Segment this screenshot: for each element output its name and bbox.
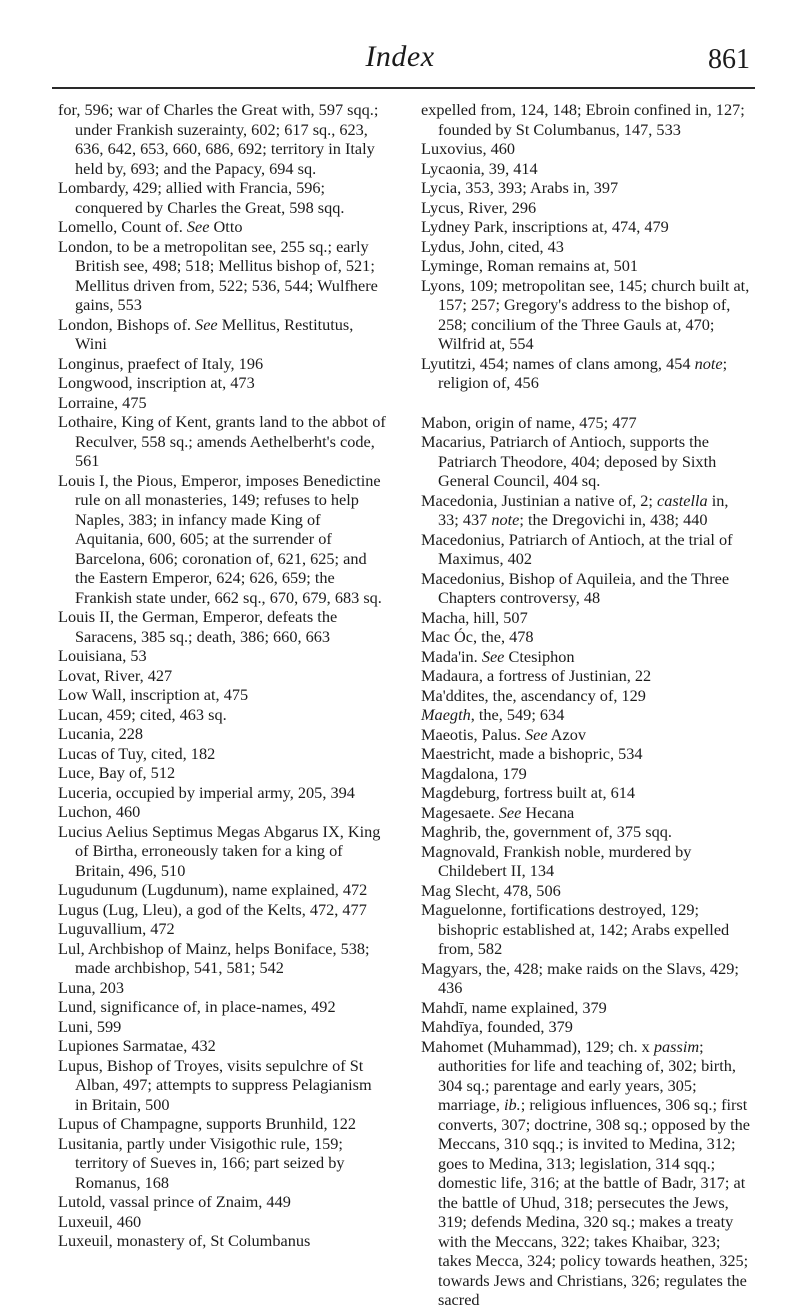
- index-entry: Ma'ddites, the, ascendancy of, 129: [421, 685, 646, 705]
- index-entry: Lutold, vassal prince of Znaim, 449: [58, 1192, 291, 1211]
- index-entry: Lugus (Lug, Lleu), a god of the Kelts, 472, 477: [58, 899, 367, 919]
- index-entry: Lorraine, 475: [58, 392, 147, 412]
- index-entry: Lucius Aelius Septimus Megas Abgarus IX, King of Birtha, erroneously taken for a king of Britain, 496, 510: [58, 821, 381, 880]
- index-entry: Lund, significance of, in place-names, 492: [58, 997, 336, 1016]
- index-entry: Lyutitzi, 454; names of clans among, 454 note; religion of, 456: [421, 353, 728, 392]
- index-column-left: [58, 100, 388, 1251]
- index-entry: Lupus, Bishop of Troyes, visits sepulchre of St Alban, 497; attempts to suppress Pelagianism in Britain, 500: [58, 1055, 372, 1114]
- index-entry: Lydus, John, cited, 43: [421, 236, 564, 256]
- page-header: [0, 40, 800, 80]
- index-entry: Lomello, Count of. See Otto: [58, 217, 243, 236]
- index-entry: Louis I, the Pious, Emperor, imposes Benedictine rule on all monasteries, 149; refuses to help Naples, 383; in infancy made King of Aquitania, 600, 605; at the surrender of Barcelona, 606; coronation of, 621, 625; and the Eastern Emperor, 624; 626, 659; the Frankish state under, 662 sq., 670, 679, 683 sq.: [58, 470, 382, 607]
- index-entry: Luna, 203: [58, 977, 125, 997]
- index-entry: Lugudunum (Lugdunum), name explained, 472: [58, 880, 368, 899]
- index-entry: London, Bishops of. See Mellitus, Restitutus, Wini: [58, 314, 354, 353]
- index-entry: Maegth, the, 549; 634: [421, 705, 565, 724]
- index-entry: Lucan, 459; cited, 463 sq.: [58, 704, 227, 724]
- index-entry: Lupiones Sarmatae, 432: [58, 1036, 216, 1055]
- index-entry: Mahdī, name explained, 379: [421, 997, 607, 1017]
- index-entry: Louis II, the German, Emperor, defeats the Saracens, 385 sq.; death, 386; 660, 663: [58, 607, 338, 646]
- index-entry: Lombardy, 429; allied with Francia, 596; conquered by Charles the Great, 598 sqq.: [58, 178, 345, 217]
- index-entry: Louisiana, 53: [58, 646, 147, 665]
- index-entry: Longwood, inscription at, 473: [58, 373, 255, 392]
- index-entry: Lul, Archbishop of Mainz, helps Boniface, 538; made archbishop, 541, 581; 542: [58, 938, 370, 977]
- index-entry: Lycaonia, 39, 414: [421, 158, 538, 178]
- index-entry: Lothaire, King of Kent, grants land to the abbot of Reculver, 558 sq.; amends Aethelberht's code, 561: [58, 412, 386, 470]
- index-entry: Maestricht, made a bishopric, 534: [421, 744, 643, 763]
- index-entry: Luguvallium, 472: [58, 919, 175, 938]
- index-entry: Low Wall, inscription at, 475: [58, 685, 249, 704]
- page-number: 861: [708, 44, 750, 75]
- index-entry: Magnovald, Frankish noble, murdered by Childebert II, 134: [421, 841, 692, 880]
- index-group-l-continued: [421, 100, 751, 393]
- index-entry: Maguelonne, fortifications destroyed, 129; bishopric established at, 142; Arabs expelled from, 582: [421, 900, 730, 958]
- index-entry: for, 596; war of Charles the Great with, 597 sqq.; under Frankish suzerainty, 602; 617 sq., 623, 636, 642, 653, 660, 686, 692; territory in Italy held by, 693; and the Papacy, 694 sq.: [58, 100, 379, 178]
- index-entry: Macedonius, Bishop of Aquileia, and the Three Chapters controversy, 48: [421, 568, 730, 607]
- index-entry: Maghrib, the, government of, 375 sqq.: [421, 822, 672, 841]
- index-entry: Maeotis, Palus. See Azov: [421, 724, 587, 744]
- index-entry: Magyars, the, 428; make raids on the Slavs, 429; 436: [421, 958, 739, 997]
- letter-gap: [421, 393, 751, 413]
- index-entry: Lydney Park, inscriptions at, 474, 479: [421, 217, 669, 236]
- index-entry: Mahomet (Muhammad), 129; ch. x passim; authorities for life and teaching of, 302; birth, 304 sq.; parentage and early years, 305; marriage, ib.; religious influences, 306 sq.; first converts, 307; doctrine, 308 sq.; opposed by the Meccans, 310 sqq.; is invited to Medina, 312; goes to Medina, 313; legislation, 314 sqq.; domestic life, 316; at the battle of Badr, 317; at the battle of Uhud, 318; persecutes the Jews, 319; defends Medina, 320 sq.; makes a treaty with the Meccans, 322; takes Khaibar, 323; takes Mecca, 324; policy towards heathen, 325; towards Jews and Christians, 326; regulates the sacred: [421, 1036, 751, 1309]
- index-entry: Macarius, Patriarch of Antioch, supports the Patriarch Theodore, 404; deposed by Sixth General Council, 404 sq.: [421, 432, 717, 490]
- index-group-m: [421, 413, 751, 1310]
- running-title: Index: [365, 40, 435, 73]
- index-entry: Luchon, 460: [58, 802, 141, 821]
- index-entry: Magesaete. See Hecana: [421, 802, 575, 822]
- index-entry: Mag Slecht, 478, 506: [421, 880, 561, 900]
- index-entry: Magdalona, 179: [421, 763, 527, 783]
- index-entry: Mac Óc, the, 478: [421, 627, 534, 646]
- index-entry: Mahdīya, founded, 379: [421, 1017, 573, 1036]
- index-entry: expelled from, 124, 148; Ebroin confined in, 127; founded by St Columbanus, 147, 533: [421, 100, 745, 139]
- index-entry: Luxovius, 460: [421, 139, 516, 158]
- index-entry: London, to be a metropolitan see, 255 sq.; early British see, 498; 518; Mellitus bishop of, 521; Mellitus driven from, 522; 536, 544; Wulfhere gains, 553: [58, 236, 378, 314]
- index-entry: Macedonia, Justinian a native of, 2; castella in, 33; 437 note; the Dregovichi in, 438; 440: [421, 490, 729, 529]
- header-rule: [52, 87, 755, 89]
- index-entry: Lovat, River, 427: [58, 665, 173, 685]
- index-entry: Lycus, River, 296: [421, 197, 537, 217]
- index-entry: Luxeuil, 460: [58, 1211, 142, 1231]
- index-entry: Mabon, origin of name, 475; 477: [421, 412, 637, 432]
- index-entry: Luceria, occupied by imperial army, 205, 394: [58, 782, 355, 802]
- index-entry: Magdeburg, fortress built at, 614: [421, 783, 636, 802]
- index-column-right: [421, 100, 751, 1310]
- index-entry: Lyons, 109; metropolitan see, 145; church built at, 157; 257; Gregory's address to the bishop of, 258; concilium of the Three Gauls at, 470; Wilfrid at, 554: [421, 275, 750, 353]
- index-entry: Lupus of Champagne, supports Brunhild, 122: [58, 1114, 357, 1133]
- index-entry: Lyminge, Roman remains at, 501: [421, 256, 639, 275]
- index-entry: Lusitania, partly under Visigothic rule, 159; territory of Sueves in, 166; part seized by Romanus, 168: [58, 1133, 345, 1192]
- index-entry: Lycia, 353, 393; Arabs in, 397: [421, 178, 619, 197]
- index-entry: Macedonius, Patriarch of Antioch, at the trial of Maximus, 402: [421, 529, 733, 568]
- index-entry: Longinus, praefect of Italy, 196: [58, 353, 264, 373]
- index-entry: Mada'in. See Ctesiphon: [421, 646, 575, 666]
- index-entry: Luxeuil, monastery of, St Columbanus: [58, 1231, 311, 1250]
- index-entry: Madaura, a fortress of Justinian, 22: [421, 666, 652, 685]
- index-entry: Luni, 599: [58, 1016, 122, 1036]
- index-entry: Lucania, 228: [58, 724, 143, 743]
- index-entry: Lucas of Tuy, cited, 182: [58, 743, 216, 763]
- index-entry: Macha, hill, 507: [421, 607, 528, 627]
- index-entry: Luce, Bay of, 512: [58, 763, 176, 782]
